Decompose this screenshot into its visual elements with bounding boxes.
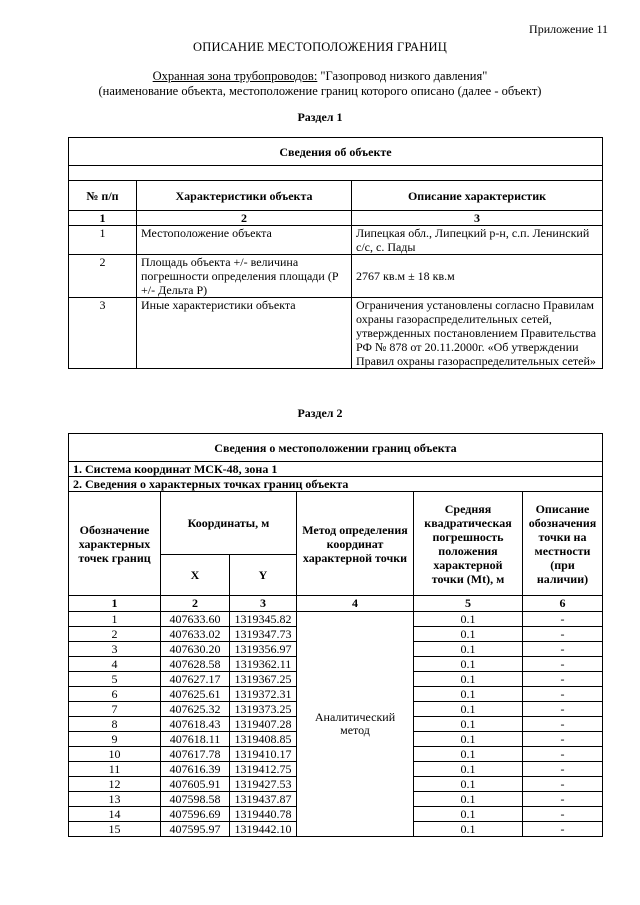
point-error: 0.1 (414, 672, 523, 687)
point-error: 0.1 (414, 792, 523, 807)
point-number: 11 (69, 762, 161, 777)
header-method: Метод определения координат характерной точки (297, 492, 414, 596)
col-number: 2 (137, 211, 352, 226)
row-value: Липецкая обл., Липецкий р-н, с.п. Ленинский с/с, с. Пады (352, 226, 603, 255)
point-description: - (523, 717, 603, 732)
header-description: Описание обозначения точки на местности (при наличии) (523, 492, 603, 596)
point-error: 0.1 (414, 627, 523, 642)
point-description: - (523, 672, 603, 687)
table-row (69, 255, 603, 298)
header-number: № п/п (69, 181, 137, 211)
header-x: X (161, 555, 230, 596)
table-row (69, 226, 603, 255)
point-x: 407605.91 (161, 777, 230, 792)
point-error: 0.1 (414, 642, 523, 657)
point-error: 0.1 (414, 702, 523, 717)
point-y: 1319412.75 (230, 762, 297, 777)
point-error: 0.1 (414, 732, 523, 747)
point-error: 0.1 (414, 657, 523, 672)
spacer-row (69, 166, 603, 181)
point-number: 8 (69, 717, 161, 732)
point-x: 407618.11 (161, 732, 230, 747)
point-error: 0.1 (414, 612, 523, 627)
point-y: 1319367.25 (230, 672, 297, 687)
boundary-points-table (68, 433, 603, 837)
point-number: 12 (69, 777, 161, 792)
point-y: 1319356.97 (230, 642, 297, 657)
point-y: 1319373.25 (230, 702, 297, 717)
point-y: 1319437.87 (230, 792, 297, 807)
point-x: 407625.61 (161, 687, 230, 702)
col-number: 1 (69, 596, 161, 612)
object-line (0, 69, 640, 84)
row-characteristic: Площадь объекта +/- величина погрешности определения площади (P +/- Дельта P) (137, 255, 352, 298)
point-error: 0.1 (414, 777, 523, 792)
point-number: 3 (69, 642, 161, 657)
point-x: 407617.78 (161, 747, 230, 762)
point-x: 407628.58 (161, 657, 230, 672)
point-number: 2 (69, 627, 161, 642)
header-error: Средняя квадратическая погрешность положения характерной точки (Mt), м (414, 492, 523, 596)
point-description: - (523, 807, 603, 822)
header-coords: Координаты, м (161, 492, 297, 555)
point-y: 1319408.85 (230, 732, 297, 747)
col-number: 2 (161, 596, 230, 612)
point-method: Аналитический метод (297, 612, 414, 837)
row-value: Ограничения установлены согласно Правилам охраны газораспределительных сетей, утвержденных постановлением Правительства РФ № 878 от 20.11.2000г. «Об утверждении Правил охраны газораспределительных сетей» (352, 298, 603, 369)
coordinate-system: 1. Система координат МСК-48, зона 1 (69, 462, 603, 477)
point-number: 9 (69, 732, 161, 747)
object-prefix: Охранная зона трубопроводов: (152, 69, 318, 83)
col-number: 6 (523, 596, 603, 612)
point-description: - (523, 627, 603, 642)
point-number: 15 (69, 822, 161, 837)
point-y: 1319440.78 (230, 807, 297, 822)
point-description: - (523, 747, 603, 762)
point-error: 0.1 (414, 717, 523, 732)
point-x: 407598.58 (161, 792, 230, 807)
page-title: ОПИСАНИЕ МЕСТОПОЛОЖЕНИЯ ГРАНИЦ (193, 40, 447, 54)
point-description: - (523, 687, 603, 702)
point-y: 1319345.82 (230, 612, 297, 627)
col-number: 3 (352, 211, 603, 226)
point-description: - (523, 732, 603, 747)
point-number: 13 (69, 792, 161, 807)
point-error: 0.1 (414, 687, 523, 702)
row-characteristic: Местоположение объекта (137, 226, 352, 255)
point-x: 407627.17 (161, 672, 230, 687)
point-number: 7 (69, 702, 161, 717)
row-number: 2 (69, 255, 137, 298)
row-number: 3 (69, 298, 137, 369)
row-number: 1 (69, 226, 137, 255)
header-description: Описание характеристик (352, 181, 603, 211)
point-error: 0.1 (414, 762, 523, 777)
points-title: 2. Сведения о характерных точках границ объекта (69, 477, 603, 492)
point-y: 1319410.17 (230, 747, 297, 762)
object-note: (наименование объекта, местоположение границ которого описано (далее - объект) (98, 84, 542, 98)
section2-title: Раздел 2 (297, 406, 343, 420)
boundary-caption: Сведения о местоположении границ объекта (69, 434, 603, 462)
point-x: 407616.39 (161, 762, 230, 777)
point-description: - (523, 792, 603, 807)
row-value: 2767 кв.м ± 18 кв.м (352, 255, 603, 298)
point-y: 1319372.31 (230, 687, 297, 702)
header-characteristic: Характеристики объекта (137, 181, 352, 211)
section1-title: Раздел 1 (297, 110, 343, 124)
appendix-label: Приложение 11 (529, 22, 608, 36)
point-x: 407618.43 (161, 717, 230, 732)
point-x: 407633.60 (161, 612, 230, 627)
point-number: 10 (69, 747, 161, 762)
point-y: 1319347.73 (230, 627, 297, 642)
point-error: 0.1 (414, 747, 523, 762)
object-info-table (68, 137, 603, 369)
point-error: 0.1 (414, 807, 523, 822)
point-x: 407596.69 (161, 807, 230, 822)
point-description: - (523, 657, 603, 672)
point-x: 407595.97 (161, 822, 230, 837)
point-description: - (523, 777, 603, 792)
header-y: Y (230, 555, 297, 596)
col-number: 4 (297, 596, 414, 612)
point-y: 1319362.11 (230, 657, 297, 672)
col-number: 5 (414, 596, 523, 612)
point-y: 1319427.53 (230, 777, 297, 792)
table-row (69, 612, 603, 627)
col-number: 3 (230, 596, 297, 612)
point-error: 0.1 (414, 822, 523, 837)
point-description: - (523, 702, 603, 717)
table-row (69, 298, 603, 369)
point-number: 6 (69, 687, 161, 702)
point-x: 407630.20 (161, 642, 230, 657)
point-x: 407633.02 (161, 627, 230, 642)
point-number: 5 (69, 672, 161, 687)
point-y: 1319442.10 (230, 822, 297, 837)
point-number: 1 (69, 612, 161, 627)
row-characteristic: Иные характеристики объекта (137, 298, 352, 369)
point-description: - (523, 612, 603, 627)
header-point: Обозначение характерных точек границ (69, 492, 161, 596)
point-x: 407625.32 (161, 702, 230, 717)
point-description: - (523, 642, 603, 657)
point-number: 4 (69, 657, 161, 672)
point-description: - (523, 762, 603, 777)
object-name: "Газопровод низкого давления" (317, 69, 488, 83)
col-number: 1 (69, 211, 137, 226)
point-y: 1319407.28 (230, 717, 297, 732)
object-info-caption: Сведения об объекте (69, 138, 603, 166)
point-number: 14 (69, 807, 161, 822)
point-description: - (523, 822, 603, 837)
